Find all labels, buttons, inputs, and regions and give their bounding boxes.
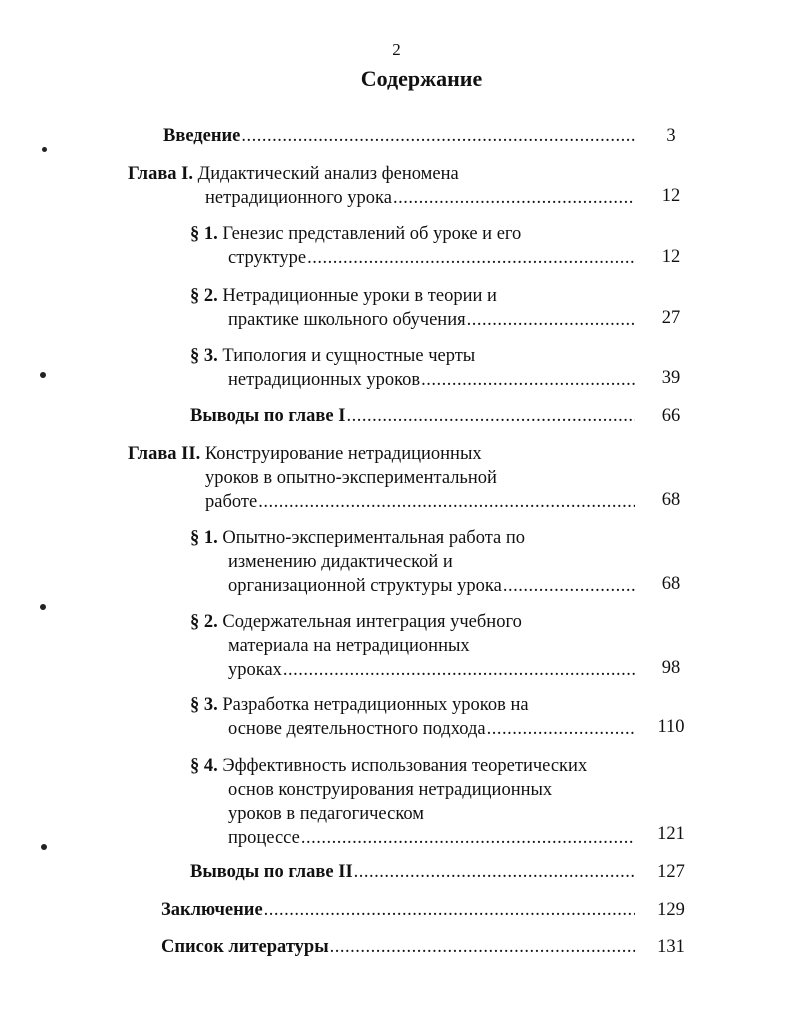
toc-entry-line: Типология и сущностные черты xyxy=(222,346,476,366)
toc-entry-line: нетрадиционных уроков xyxy=(228,370,421,390)
toc-entry-label: § 4. xyxy=(190,756,218,776)
toc-entry-line: практике школьного обучения xyxy=(228,310,466,330)
toc-entry-line: основ конструирования нетрадиционных xyxy=(228,780,553,800)
toc-page-number: 129 xyxy=(657,900,685,920)
toc-entry-label: § 1. xyxy=(190,528,218,548)
toc-entry-ch2-section-1 xyxy=(190,526,635,598)
toc-entry-line: Дидактический анализ феномена xyxy=(197,164,459,184)
toc-entry-line: уроках xyxy=(228,660,282,680)
toc-entry-text: Список литературы xyxy=(161,937,329,957)
toc-entry-ch2-conclusions xyxy=(190,860,635,884)
toc-page-number: 68 xyxy=(661,490,681,510)
toc-page-number: 66 xyxy=(661,406,681,426)
toc-entry-line: Генезис представлений об уроке и его xyxy=(222,224,522,244)
toc-entry-conclusion xyxy=(161,898,635,922)
toc-entry-label: § 2. xyxy=(190,612,218,632)
toc-page-number: 68 xyxy=(661,574,681,594)
toc-page-number: 127 xyxy=(657,862,685,882)
toc-entry-ch2-section-4 xyxy=(190,754,635,850)
toc-page-number: 3 xyxy=(666,126,676,146)
scan-mark xyxy=(42,147,47,152)
toc-entry-line: Опытно-экспериментальная работа по xyxy=(222,528,525,548)
toc-entry-label: § 3. xyxy=(190,346,218,366)
scan-mark xyxy=(40,604,46,610)
toc-entry-line: Содержательная интеграция учебного xyxy=(222,612,522,632)
toc-entry-line: уроков в опытно-экспериментальной xyxy=(205,468,497,488)
toc-entry-line: Эффективность использования теоретических xyxy=(222,756,588,776)
toc-entry-text: Заключение xyxy=(161,900,263,920)
toc-page-number: 98 xyxy=(661,658,681,678)
toc-entry-ch1-section-1 xyxy=(190,222,635,270)
toc-entry-label: § 3. xyxy=(190,695,218,715)
toc-entry-label: § 2. xyxy=(190,286,218,306)
toc-page-number: 110 xyxy=(657,717,685,737)
toc-entry-text: Выводы по главе II xyxy=(190,862,353,882)
toc-entry-line: организационной структуры урока xyxy=(228,576,502,596)
toc-entry-intro xyxy=(163,124,635,148)
toc-entry-line: структуре xyxy=(228,248,307,268)
toc-entry-line: основе деятельностного подхода xyxy=(228,719,486,739)
toc-page-number: 12 xyxy=(661,186,681,206)
toc-page-number: 131 xyxy=(657,937,685,957)
toc-entry-line: Разработка нетрадиционных уроков на xyxy=(222,695,529,715)
toc-entry-chapter-2 xyxy=(128,442,635,514)
toc-entry-line: процессе xyxy=(228,828,300,848)
toc-entry-ch2-section-2 xyxy=(190,610,635,682)
toc-entry-references xyxy=(161,935,635,959)
toc-entry-label: § 1. xyxy=(190,224,218,244)
toc-entry-text: Введение xyxy=(163,126,241,146)
toc-entry-line: уроков в педагогическом xyxy=(228,804,424,824)
toc-title: Содержание xyxy=(360,66,483,91)
toc-page-number: 27 xyxy=(661,308,681,328)
toc-entry-line: изменению дидактической и xyxy=(228,552,453,572)
toc-entry-line: материала на нетрадиционных xyxy=(228,636,470,656)
scan-mark xyxy=(41,844,47,850)
scan-mark xyxy=(40,372,46,378)
toc-entry-line: Нетрадиционные уроки в теории и xyxy=(222,286,497,306)
toc-entry-label: Глава II. xyxy=(128,444,201,464)
toc-entry-chapter-1 xyxy=(128,162,635,210)
toc-entry-text: Выводы по главе I xyxy=(190,406,346,426)
toc-entry-line: Конструирование нетрадиционных xyxy=(204,444,482,464)
page-number: 2 xyxy=(392,40,401,59)
toc-page-number: 39 xyxy=(661,368,681,388)
toc-page-number: 121 xyxy=(657,824,685,844)
toc-entry-ch1-conclusions xyxy=(190,404,635,428)
toc-entry-label: Глава I. xyxy=(128,164,194,184)
toc-entry-line: работе xyxy=(205,492,258,512)
toc-page-number: 12 xyxy=(661,247,681,267)
toc-entry-ch1-section-3 xyxy=(190,344,635,392)
toc-entry-line: нетрадиционного урока xyxy=(205,188,392,208)
toc-entry-ch1-section-2 xyxy=(190,284,635,332)
toc-entry-ch2-section-3 xyxy=(190,693,635,741)
